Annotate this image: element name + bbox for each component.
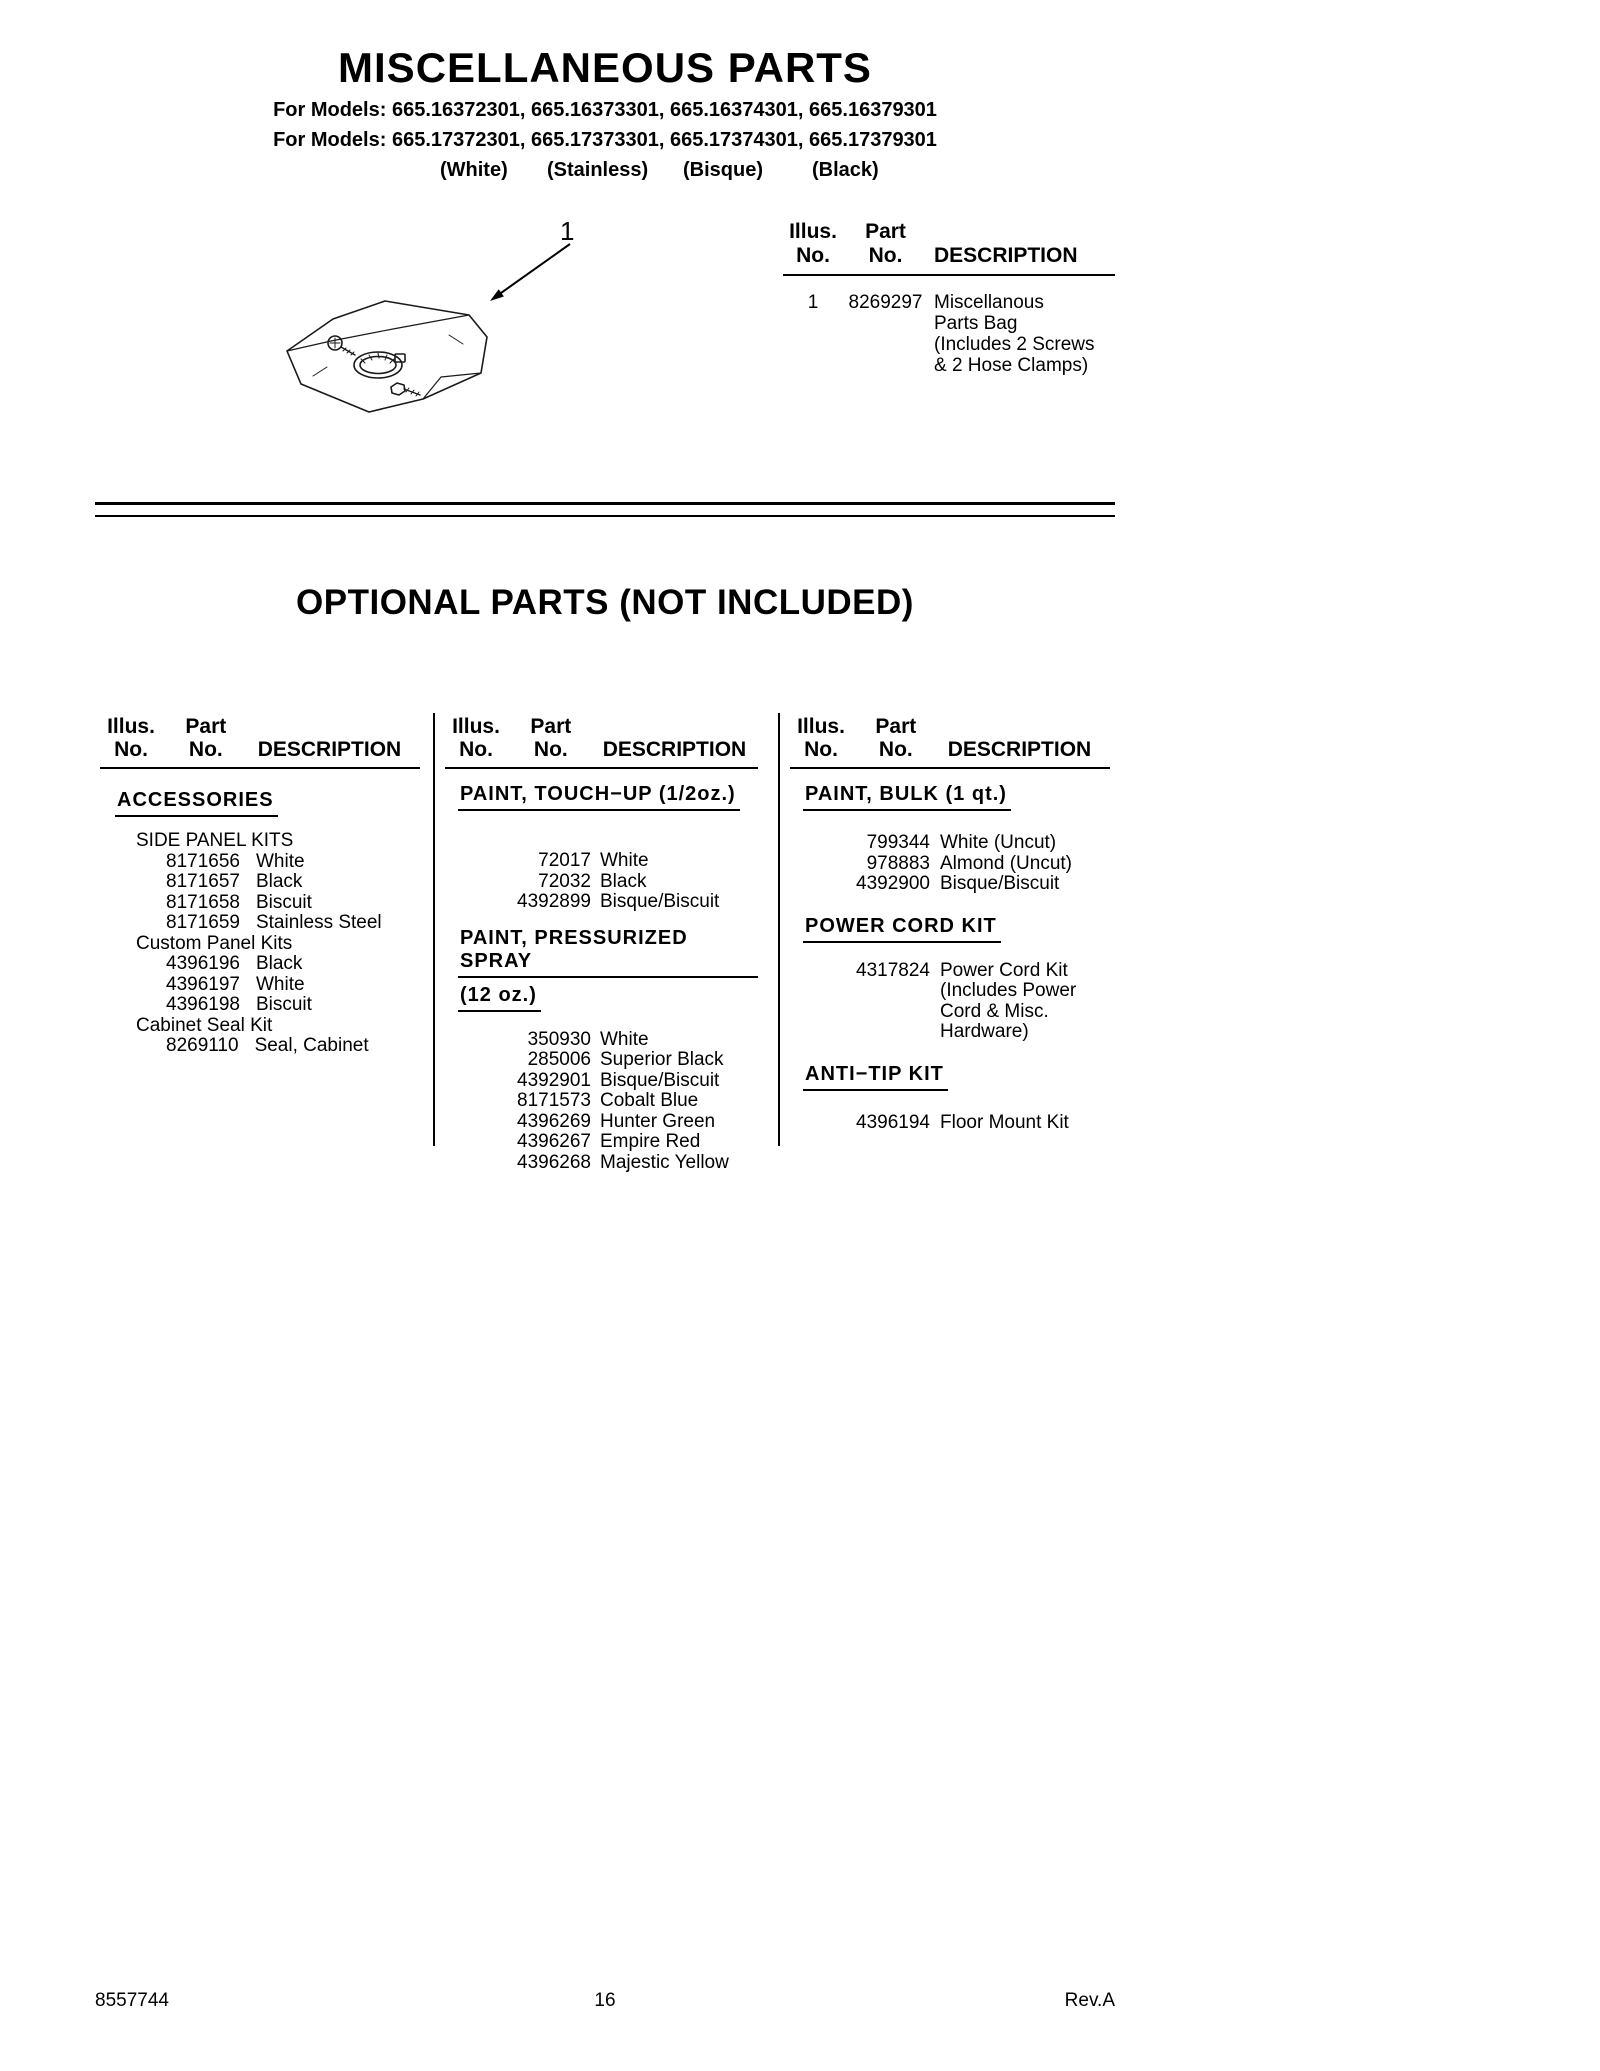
header-illus-no: No. xyxy=(796,244,830,267)
header-illus: Illus. xyxy=(452,715,500,738)
part-row xyxy=(445,1050,758,1071)
part-number: 72017 xyxy=(538,850,591,871)
desc-line: Hardware) xyxy=(940,1021,1029,1042)
page-footer xyxy=(95,1990,1115,2012)
part-description: Floor Mount Kit xyxy=(940,1111,1069,1133)
optional-parts-title: OPTIONAL PARTS (NOT INCLUDED) xyxy=(296,583,914,622)
section-heading-paint-touch-up: PAINT, TOUCH−UP (1/2oz.) xyxy=(458,783,740,811)
header-part-no: No. xyxy=(533,738,568,761)
part-description: White xyxy=(600,850,649,871)
desc-line: Power Cord Kit xyxy=(940,959,1068,981)
section-heading-power-cord-kit: POWER CORD KIT xyxy=(803,915,1001,943)
column-header xyxy=(445,715,758,769)
part-number: 8171573 xyxy=(517,1090,591,1111)
part-description: White xyxy=(255,973,305,995)
accessories-column xyxy=(100,715,420,1057)
part-number: 978883 xyxy=(866,852,930,874)
part-number: 8171658 xyxy=(166,891,240,913)
part-row xyxy=(100,872,420,893)
accessories-list xyxy=(100,831,420,1057)
anti-tip-kit-list xyxy=(790,1113,1110,1134)
part-description: Stainless Steel xyxy=(255,912,382,933)
part-row xyxy=(790,961,1110,1043)
part-number: 799344 xyxy=(866,832,930,853)
part-number: 4392900 xyxy=(856,873,930,894)
desc-line: (Includes 2 Screws xyxy=(934,334,1095,355)
header-part: Part xyxy=(185,715,227,738)
section-heading-anti-tip-kit: ANTI−TIP KIT xyxy=(803,1063,948,1091)
paint-column xyxy=(445,715,758,1173)
column-header xyxy=(100,715,420,769)
part-row xyxy=(100,1036,420,1057)
header-illus-no: No. xyxy=(804,738,838,761)
part-number: 8171656 xyxy=(166,850,240,872)
part-number: 4396267 xyxy=(517,1131,591,1152)
part-row xyxy=(445,892,758,913)
color-label-black: (Black) xyxy=(812,159,879,181)
part-description: Biscuit xyxy=(255,891,312,913)
part-row xyxy=(445,872,758,893)
color-label-white: (White) xyxy=(440,159,508,181)
paint-bulk-list xyxy=(790,833,1110,895)
group-label-cabinet-seal-kit: Cabinet Seal Kit xyxy=(136,1014,273,1036)
table-row xyxy=(783,292,1115,376)
section-heading-accessories: ACCESSORIES xyxy=(115,789,278,817)
header-illus: Illus. xyxy=(797,715,845,738)
part-row xyxy=(445,1091,758,1112)
part-row xyxy=(445,1071,758,1092)
column-header xyxy=(790,715,1110,769)
part-description: Black xyxy=(600,870,647,892)
section-heading-paint-bulk: PAINT, BULK (1 qt.) xyxy=(803,783,1011,811)
part-description: Black xyxy=(255,871,303,892)
part-number: 8171657 xyxy=(166,871,240,892)
header-part: Part xyxy=(865,220,906,243)
part-description: Cobalt Blue xyxy=(600,1090,699,1111)
power-cord-kit-list xyxy=(790,961,1110,1043)
part-description: Almond (Uncut) xyxy=(940,852,1072,874)
column-separator-1 xyxy=(433,713,435,1146)
misc-parts-table xyxy=(783,220,1115,376)
part-row xyxy=(790,854,1110,875)
part-description xyxy=(934,292,1095,376)
part-description: Bisque/Biscuit xyxy=(940,873,1060,894)
bulk-paint-column xyxy=(790,715,1110,1133)
color-label-stainless: (Stainless) xyxy=(547,159,649,181)
header-part: Part xyxy=(875,715,917,738)
part-row xyxy=(790,874,1110,895)
part-row xyxy=(100,954,420,975)
parts-bag-illustration xyxy=(273,281,508,421)
desc-line: (Includes Power xyxy=(940,980,1077,1001)
part-number: 8171659 xyxy=(166,912,240,933)
part-row xyxy=(445,1112,758,1133)
section-heading-paint-spray-line2: (12 oz.) xyxy=(458,984,541,1012)
part-number: 285006 xyxy=(527,1049,591,1070)
part-number: 4396194 xyxy=(856,1111,930,1133)
models-line-1: For Models: 665.16372301, 665.16373301, 665.16374301, 665.16379301 xyxy=(273,99,937,121)
part-description: Bisque/Biscuit xyxy=(600,1069,720,1091)
part-description: Hunter Green xyxy=(600,1110,716,1132)
color-labels-row xyxy=(95,159,1115,185)
part-description: Superior Black xyxy=(600,1049,724,1070)
part-description: Empire Red xyxy=(600,1131,701,1152)
part-number: 4396269 xyxy=(517,1110,591,1132)
divider-rule-top xyxy=(95,502,1115,505)
part-description: Bisque/Biscuit xyxy=(600,891,720,912)
header-part: Part xyxy=(530,715,572,738)
group-label-side-panel-kits: SIDE PANEL KITS xyxy=(136,830,294,851)
part-row xyxy=(445,1030,758,1051)
divider-rule-bottom xyxy=(95,515,1115,517)
header-illus: Illus. xyxy=(789,220,837,243)
part-row xyxy=(100,995,420,1016)
part-number: 72032 xyxy=(538,870,591,892)
part-row xyxy=(100,913,420,934)
column-separator-2 xyxy=(778,713,780,1146)
page-title: MISCELLANEOUS PARTS xyxy=(338,44,872,91)
part-description: Majestic Yellow xyxy=(600,1151,729,1173)
desc-line: Cord & Misc. xyxy=(940,1000,1049,1022)
header-illus-no: No. xyxy=(114,738,148,761)
part-number: 4396198 xyxy=(166,994,240,1015)
color-label-bisque: (Bisque) xyxy=(683,159,763,181)
part-number: 4392899 xyxy=(517,891,591,912)
misc-table-header xyxy=(783,220,1115,276)
part-row xyxy=(100,852,420,873)
part-description: Black xyxy=(255,953,303,974)
part-number: 8269110 xyxy=(166,1035,239,1056)
desc-line: Miscellanous xyxy=(934,292,1044,313)
models-line-2: For Models: 665.17372301, 665.17373301, 665.17374301, 665.17379301 xyxy=(273,129,937,151)
title-block xyxy=(95,44,1115,185)
document-number: 8557744 xyxy=(95,1990,169,2011)
part-row xyxy=(100,893,420,914)
part-number: 8269297 xyxy=(848,292,923,313)
part-number: 350930 xyxy=(527,1028,591,1050)
part-row xyxy=(100,975,420,996)
header-illus: Illus. xyxy=(107,715,155,738)
part-number: 4392901 xyxy=(517,1069,591,1091)
header-description: DESCRIPTION xyxy=(602,738,747,761)
illustration-callout-1: 1 xyxy=(560,216,575,246)
header-part-no: No. xyxy=(188,738,223,761)
header-description: DESCRIPTION xyxy=(934,244,1078,267)
part-row xyxy=(445,1153,758,1174)
header-part-no: No. xyxy=(878,738,913,761)
part-description: White (Uncut) xyxy=(940,832,1057,853)
part-description xyxy=(940,961,1076,1043)
part-row xyxy=(445,1132,758,1153)
part-row xyxy=(790,833,1110,854)
revision-label: Rev.A xyxy=(1064,1990,1115,2011)
part-description: White xyxy=(255,850,305,872)
part-number: 4317824 xyxy=(856,959,930,981)
part-row xyxy=(790,1113,1110,1134)
section-heading-paint-spray-line1: PAINT, PRESSURIZED SPRAY xyxy=(458,927,758,978)
group-label-custom-panel-kits: Custom Panel Kits xyxy=(136,932,293,954)
part-description: Biscuit xyxy=(255,994,312,1015)
desc-line: & 2 Hose Clamps) xyxy=(934,355,1089,376)
illus-no-value: 1 xyxy=(807,292,819,313)
part-number: 4396268 xyxy=(517,1151,591,1173)
paint-spray-list xyxy=(445,1030,758,1174)
part-row xyxy=(445,851,758,872)
part-number: 4396196 xyxy=(166,953,240,974)
part-description: White xyxy=(600,1028,649,1050)
part-number: 4396197 xyxy=(166,973,240,995)
paint-touch-up-list xyxy=(445,851,758,913)
header-part-no: No. xyxy=(868,244,903,267)
desc-line: Parts Bag xyxy=(934,313,1018,334)
page-number: 16 xyxy=(594,1990,616,2011)
part-description: Seal, Cabinet xyxy=(254,1035,369,1056)
header-description: DESCRIPTION xyxy=(947,738,1092,761)
header-illus-no: No. xyxy=(459,738,493,761)
header-description: DESCRIPTION xyxy=(257,738,402,761)
